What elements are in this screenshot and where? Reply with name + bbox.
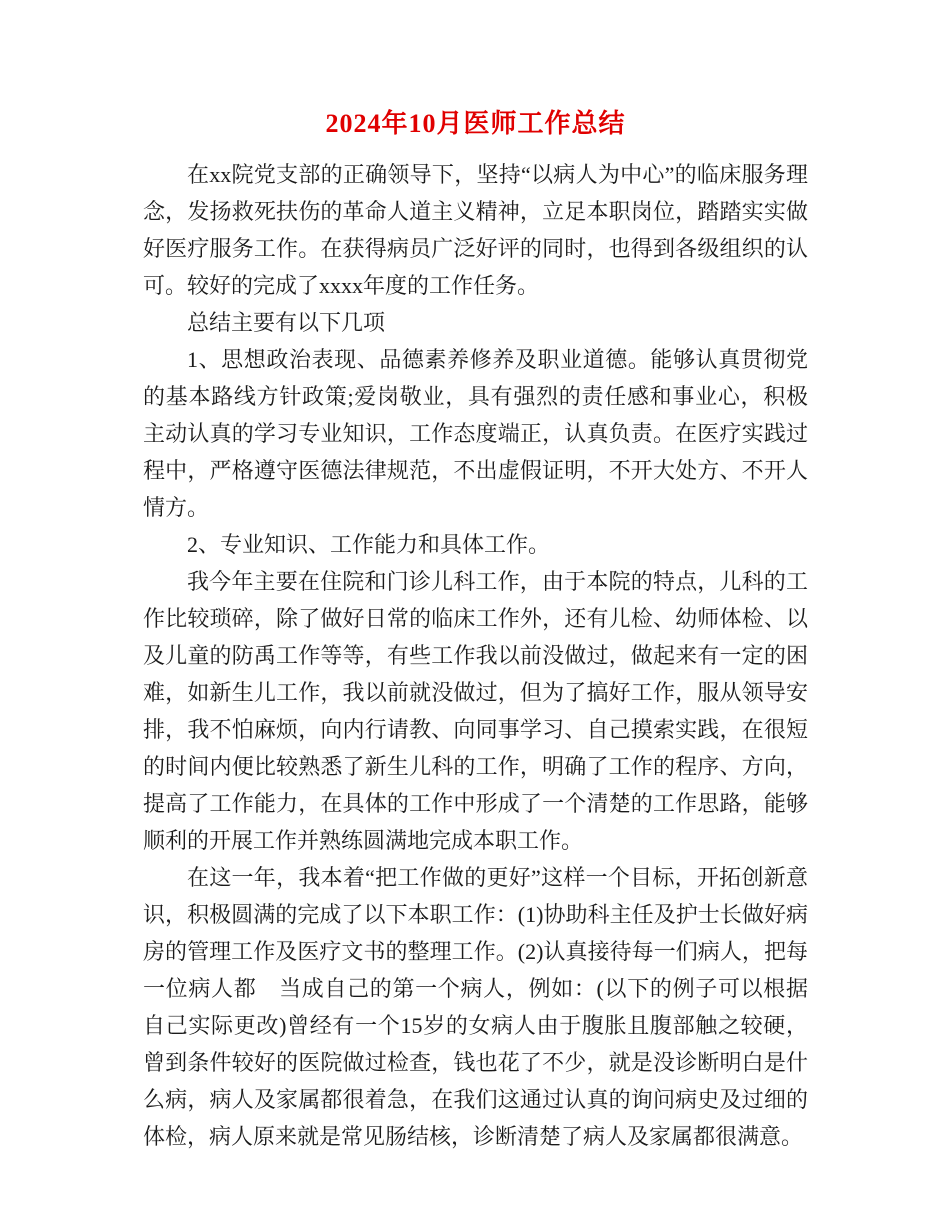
paragraph-pediatrics-work: 我今年主要在住院和门诊儿科工作，由于本院的特点，儿科的工作比较琐碎，除了做好日常的临床工作外，还有儿检、幼师体检、以及儿童的防禹工作等等，有些工作我以前没做过，做起来有一定的困难，如新生儿工作，我以前就没做过，但为了搞好工作，服从领导安排，我不怕麻烦，向内行请教、向同事学习、自己摸索实践，在很短的时间内便比较熟悉了新生儿科的工作，明确了工作的程序、方向，提高了工作能力，在具体的工作中形成了一个清楚的工作思路，能够顺利的开展工作并熟练圆满地完成本职工作。 bbox=[143, 569, 808, 853]
paragraph-yearly-goals: 在这一年，我本着“把工作做的更好”这样一个目标，开拓创新意识，积极圆满的完成了以下本职工作：(1)协助科主任及护士长做好病房的管理工作及医疗文书的整理工作。(2)认真接待每一们病人，把每一位病人都 当成自己的第一个病人，例如：(以下的例子可以根据自己实际更改)曾经有一个15岁的女病人由于腹胀且腹部触之较硬，曾到条件较好的医院做过检查，钱也花了不少，就是没诊断明白是什么病，病人及家属都很着急，在我们这通过认真的询问病史及过细的体检，病人原来就是常见肠结核，诊断清楚了病人及家属都很满意。 bbox=[143, 865, 808, 1149]
document-body bbox=[143, 156, 808, 1155]
paragraph-intro: 在xx院党支部的正确领导下，坚持“以病人为中心”的临床服务理念，发扬救死扶伤的革命人道主义精神，立足本职岗位，踏踏实实做好医疗服务工作。在获得病员广泛好评的同时，也得到各级组织的认可。较好的完成了xxxx年度的工作任务。 bbox=[143, 162, 809, 298]
paragraph-item-2: 2、专业知识、工作能力和具体工作。 bbox=[187, 532, 551, 557]
paragraph-summary-lead: 总结主要有以下几项 bbox=[187, 310, 386, 335]
document-title: 2024年10月医师工作总结 bbox=[325, 109, 626, 138]
paragraph-item-1: 1、思想政治表现、品德素养修养及职业道德。能够认真贯彻党的基本路线方针政策;爱岗敬业，具有强烈的责任感和事业心，积极主动认真的学习专业知识，工作态度端正，认真负责。在医疗实践过程中，严格遵守医德法律规范，不出虚假证明，不开大处方、不开人情方。 bbox=[143, 347, 808, 520]
